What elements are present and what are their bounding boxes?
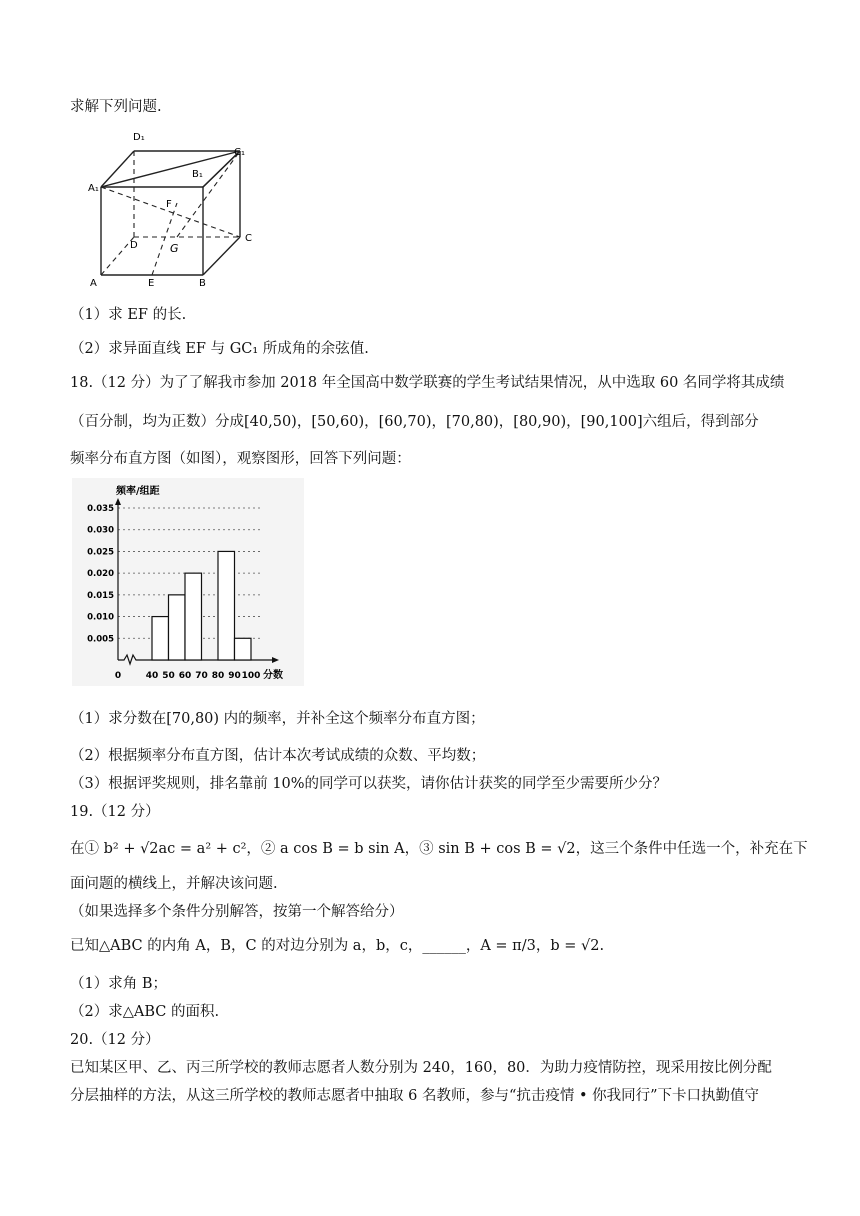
x-tick-label: 100: [241, 671, 261, 681]
y-tick-label: 0.015: [87, 590, 114, 601]
x-tick-label: 90: [228, 671, 241, 681]
y-tick-label: 0.020: [87, 569, 114, 580]
q18-sub3: （3）根据评奖规则，排名靠前 10%的同学可以获奖，请你估计获奖的同学至少需要所少分？: [70, 776, 668, 792]
q19-conditions-cont: 面问题的横线上，并解决该问题.: [70, 876, 278, 892]
q20-head: 20.（12 分）: [70, 1032, 160, 1048]
q20-line1: 已知某区甲、乙、丙三所学校的教师志愿者人数分别为 240，160，80．为助力疫情防控，现采用按比例分配: [70, 1060, 772, 1076]
q19-given: 已知△ABC 的内角 A，B，C 的对边分别为 a，b，c，______，A = π/3，b = √2.: [70, 938, 605, 954]
x-axis-label: 分数: [263, 670, 283, 681]
x-tick-label: 80: [211, 671, 225, 681]
q19-head: 19.（12 分）: [70, 804, 160, 820]
histogram-bar: [169, 595, 186, 660]
q17-sub1: （1）求 EF 的长.: [70, 307, 187, 323]
q19-note: （如果选择多个条件分别解答，按第一个解答给分）: [70, 904, 404, 920]
histogram-bar: [218, 551, 235, 660]
q18-sub2: （2）根据频率分布直方图，估计本次考试成绩的众数、平均数；: [70, 748, 486, 764]
label-c: C: [245, 233, 252, 244]
y-tick-label: 0.005: [87, 634, 114, 645]
label-b1: B₁: [192, 169, 203, 180]
x-tick-label: 0: [114, 671, 122, 681]
label-d: D: [130, 240, 138, 251]
q18-line2: （百分制，均为正数）分成[40,50)，[50,60)，[60,70)，[70,80)，[80,90)，[90,100]六组后，得到部分: [70, 414, 759, 430]
q20-line2: 分层抽样的方法，从这三所学校的教师志愿者中抽取 6 名教师，参与“抗击疫情 • 你我同行”下卡口执勤值守: [70, 1088, 760, 1104]
histogram-bar: [152, 617, 169, 660]
x-tick-label: 70: [195, 671, 208, 681]
q19-conditions: 在① b² + √2ac = a² + c²，② a cos B = b sin A，③ sin B + cos B = √2，这三个条件中任选一个，补充在下: [70, 841, 808, 857]
x-tick-label: 40: [145, 671, 159, 681]
y-axis-label: 频率/组距: [116, 486, 160, 497]
label-a: A: [90, 278, 97, 289]
histogram-bar: [185, 573, 202, 660]
label-b: B: [199, 278, 206, 289]
x-tick-label: 60: [178, 671, 192, 681]
label-a1: A₁: [88, 183, 99, 194]
label-d1: D₁: [133, 132, 145, 143]
q18-sub1: （1）求分数在[70,80) 内的频率，并补全这个频率分布直方图；: [70, 711, 485, 727]
cube-figure: [80, 125, 270, 290]
label-c1: C₁: [234, 147, 245, 158]
label-e: E: [148, 278, 155, 289]
label-g: G: [170, 242, 179, 255]
q18-line3: 频率分布直方图（如图），观察图形，回答下列问题：: [70, 451, 411, 467]
histogram-chart: [72, 478, 304, 686]
x-tick-label: 50: [162, 671, 175, 681]
q19-sub1: （1）求角 B；: [70, 976, 167, 992]
q18-head: 18.（12 分）为了了解我市参加 2018 年全国高中数学联赛的学生考试结果情况，从中选取 60 名同学将其成绩: [70, 375, 785, 391]
q19-sub2: （2）求△ABC 的面积.: [70, 1004, 220, 1020]
q17-sub2: （2）求异面直线 EF 与 GC₁ 所成角的余弦值.: [70, 341, 369, 357]
y-tick-label: 0.035: [87, 504, 114, 514]
y-tick-label: 0.010: [87, 612, 114, 623]
intro-text: 求解下列问题.: [70, 99, 162, 115]
y-tick-label: 0.030: [87, 525, 114, 536]
label-f: F: [166, 199, 172, 210]
y-tick-label: 0.025: [87, 547, 114, 558]
histogram-bar: [235, 638, 252, 660]
